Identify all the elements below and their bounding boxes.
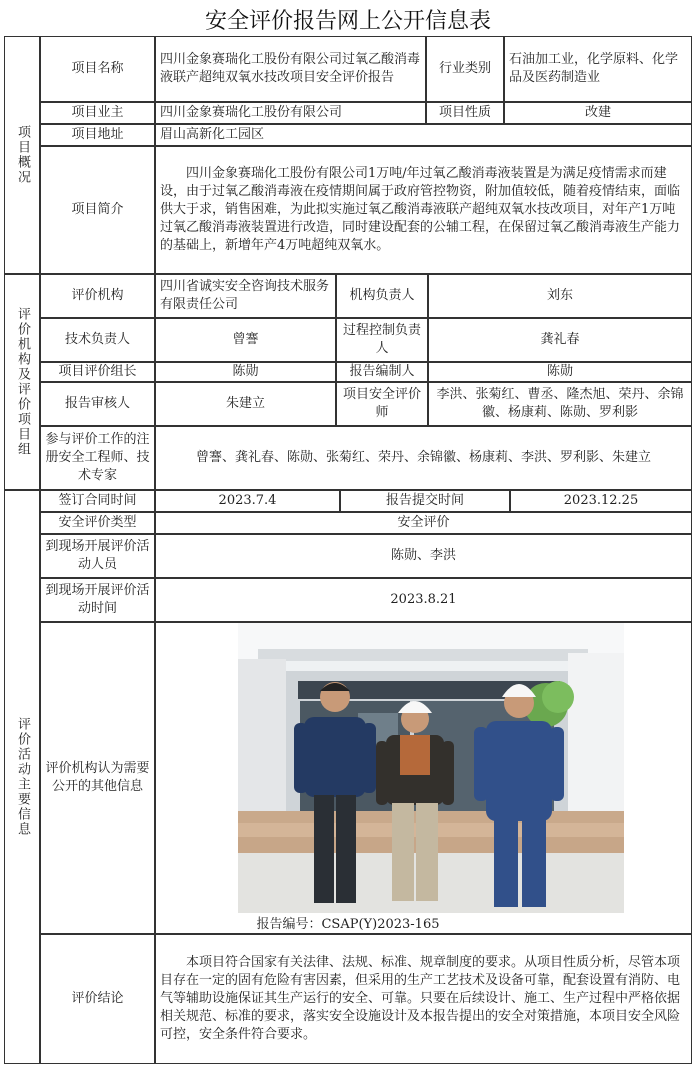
nature-label: 项目性质: [426, 102, 504, 124]
section-activity-label: 评价活动主要信息: [4, 490, 40, 1064]
site-staff-label: 到现场开展评价活动人员: [40, 534, 155, 578]
nature-value: 改建: [504, 102, 692, 124]
contract-date-value: 2023.7.4: [155, 490, 340, 512]
team-lead-value: 陈勋: [155, 362, 336, 382]
owner-label: 项目业主: [40, 102, 155, 124]
tech-head-label: 技术负责人: [40, 318, 155, 362]
site-photo: [238, 623, 624, 913]
agency-head-value: 刘东: [428, 274, 692, 318]
site-staff-value: 陈勋、李洪: [155, 534, 692, 578]
reviewer-label: 报告审核人: [40, 382, 155, 426]
assessors-label: 项目安全评价师: [336, 382, 428, 426]
section-agency-label: 评价机构及评价项目组: [4, 274, 40, 490]
industry-value: 石油加工业，化学原料、化学品及医药制造业: [504, 36, 692, 102]
contract-date-label: 签订合同时间: [40, 490, 155, 512]
intro-value: 四川金象赛瑞化工股份有限公司1万吨/年过氧乙酸消毒液装置是为满足疫情需求而建设，由于过氧乙酸消毒液在疫情期间属于政府管控物资，附加值较低，随着疫情结束，面临供大于求，销售困难，为此拟实施过氧乙酸消毒液联产超纯双氧水技改项目，对年产1万吨过氧乙酸消毒液装置进行改造，同时建设配套的公辅工程，在保留过氧乙酸消毒液生产能力的基础上，新增年产4万吨超纯双氧水。: [155, 146, 692, 274]
owner-value: 四川金象赛瑞化工股份有限公司: [155, 102, 426, 124]
site-time-value: 2023.8.21: [155, 578, 692, 622]
participants-value: 曾謇、龚礼春、陈勋、张菊红、荣丹、余锦徽、杨康莉、李洪、罗利影、朱建立: [155, 426, 692, 490]
project-name-label: 项目名称: [40, 36, 155, 102]
intro-label: 项目简介: [40, 146, 155, 274]
reviewer-value: 朱建立: [155, 382, 336, 426]
agency-head-label: 机构负责人: [336, 274, 428, 318]
team-lead-label: 项目评价组长: [40, 362, 155, 382]
eval-type-value: 安全评价: [155, 512, 692, 534]
report-author-label: 报告编制人: [336, 362, 428, 382]
info-table: [4, 36, 692, 1064]
report-author-value: 陈勋: [428, 362, 692, 382]
project-name-value: 四川金象赛瑞化工股份有限公司过氧乙酸消毒液联产超纯双氧水技改项目安全评价报告: [155, 36, 426, 102]
conclusion-label: 评价结论: [40, 934, 155, 1064]
tech-head-value: 曾謇: [155, 318, 336, 362]
assessors-value: 李洪、张菊红、曹丞、隆杰旭、荣丹、余锦徽、杨康莉、陈勋、罗利影: [428, 382, 692, 426]
report-date-value: 2023.12.25: [510, 490, 692, 512]
industry-label: 行业类别: [426, 36, 504, 102]
agency-value: 四川省诚实安全咨询技术服务有限责任公司: [155, 274, 336, 318]
other-info-label: 评价机构认为需要公开的其他信息: [40, 622, 155, 934]
conclusion-value: 本项目符合国家有关法律、法规、标准、规章制度的要求。从项目性质分析，尽管本项目存在一定的固有危险有害因素，但采用的生产工艺技术及设备可靠，配套设置有消防、电气等辅助设施保证其生产运行的安全、可靠。只要在后续设计、施工、生产过程中严格依据相关规范、标准的要求，落实安全设施设计及本报告提出的安全对策措施，本项目安全风险可控，安全条件符合要求。: [155, 934, 692, 1064]
report-date-label: 报告提交时间: [340, 490, 510, 512]
participants-label: 参与评价工作的注册安全工程师、技术专家: [40, 426, 155, 490]
address-label: 项目地址: [40, 124, 155, 146]
site-time-label: 到现场开展评价活动时间: [40, 578, 155, 622]
eval-type-label: 安全评价类型: [40, 512, 155, 534]
page-title: 安全评价报告网上公开信息表: [204, 9, 491, 34]
report-number: 报告编号：CSAP(Y)2023-165: [256, 917, 440, 932]
address-value: 眉山高新化工园区: [155, 124, 692, 146]
process-head-value: 龚礼春: [428, 318, 692, 362]
agency-label: 评价机构: [40, 274, 155, 318]
site-photo-illustration: [238, 623, 624, 913]
section-project-overview-label: 项目概况: [4, 36, 40, 274]
process-head-label: 过程控制负责人: [336, 318, 428, 362]
